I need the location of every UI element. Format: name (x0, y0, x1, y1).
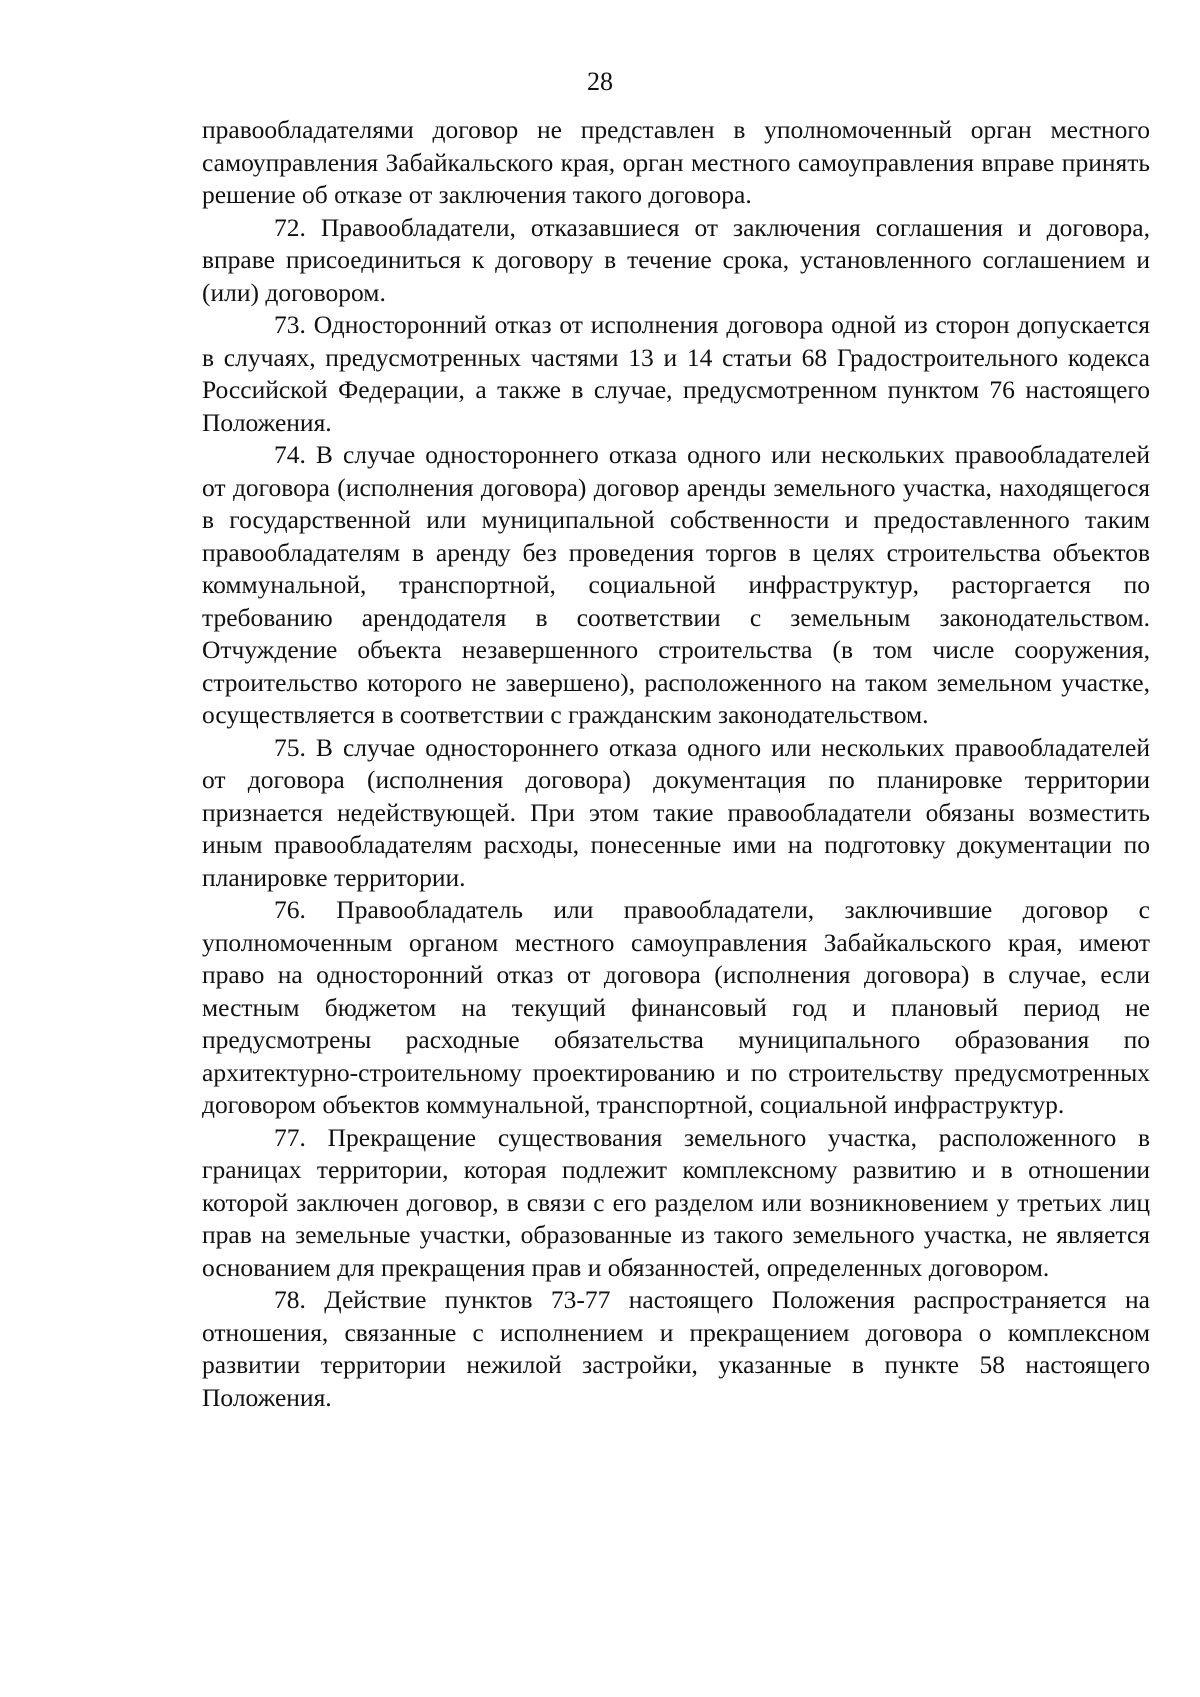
paragraph-74: 74. В случае одностороннего отказа одного или нескольких правообладателей от договора (исполнения договора) договор аренды земельного участка, находящегося в государственной или муниципальной собственности и предоставленного таким правообладателям в аренду без проведения торгов в целях строительства объектов коммунальной, транспортной, социальной инфраструктур, расторгается по требованию арендодателя в соответствии с земельным законодательством. Отчуждение объекта незавершенного строительства (в том числе сооружения, строительство которого не завершено), расположенного на таком земельном участке, осуществляется в соответствии с гражданским законодательством. (202, 440, 1150, 729)
paragraph-75: 75. В случае одностороннего отказа одного или нескольких правообладателей от договора (исполнения договора) документация по планировке территории признается недействующей. При этом такие правообладатели обязаны возместить иным правообладателям расходы, понесенные ими на подготовку документации по планировке территории. (202, 732, 1150, 892)
page-number: 28 (587, 67, 613, 96)
paragraph-78: 78. Действие пунктов 73-77 настоящего Положения распространяется на отношения, связанные с исполнением и прекращением договора о комплексном развитии территории нежилой застройки, указанные в пункте 58 настоящего Положения. (202, 1285, 1150, 1412)
paragraph-76: 76. Правообладатель или правообладатели, заключившие договор с уполномоченным органом местного самоуправления Забайкальского края, имеют право на односторонний отказ от договора (исполнения договора) в случае, если местным бюджетом на текущий финансовый год и плановый период не предусмотрены расходные обязательства муниципального образования по архитектурно-строительному проектированию и по строительству предусмотренных договором объектов коммунальной, транспортной, социальной инфраструктур. (202, 895, 1150, 1119)
paragraph-73: 73. Односторонний отказ от исполнения договора одной из сторон допускается в случаях, предусмотренных частями 13 и 14 статьи 68 Градостроительного кодекса Российской Федерации, а также в случае, предусмотренном пунктом 76 настоящего Положения. (202, 310, 1150, 437)
paragraph-continuation: правообладателями договор не представлен в уполномоченный орган местного самоуправления Забайкальского края, орган местного самоуправления вправе принять решение об отказе от заключения такого договора. (202, 115, 1150, 209)
paragraph-77: 77. Прекращение существования земельного участка, расположенного в границах территории, которая подлежит комплексному развитию и в отношении которой заключен договор, в связи с его разделом или возникновением у третьих лиц прав на земельные участки, образованные из такого земельного участка, не является основанием для прекращения прав и обязанностей, определенных договором. (202, 1122, 1150, 1282)
paragraph-72: 72. Правообладатели, отказавшиеся от заключения соглашения и договора, вправе присоединиться к договору в течение срока, установленного соглашением и (или) договором. (202, 212, 1150, 307)
document-body (202, 114, 1150, 1414)
